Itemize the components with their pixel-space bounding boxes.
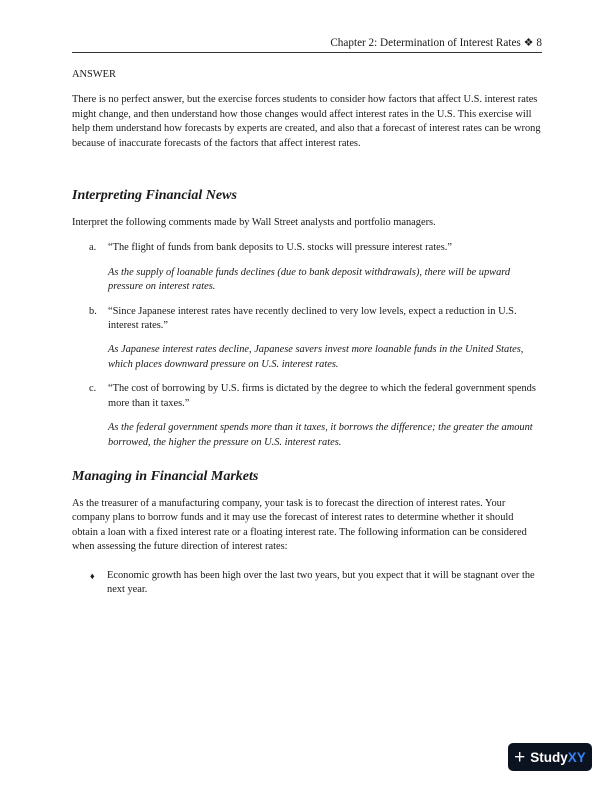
item-quote: “Since Japanese interest rates have recently declined to very low levels, expect a reduction in U.S. interest rates.”: [108, 305, 517, 332]
page-content: [72, 68, 542, 597]
item-quote: “The cost of borrowing by U.S. firms is dictated by the degree to which the federal government spends more than it taxes.”: [108, 383, 536, 409]
list-item: [72, 305, 542, 373]
bullet-text: Economic growth has been high over the last two years, but you expect that it will be stagnant over the next year.: [107, 569, 535, 595]
item-quote: “The flight of funds from bank deposits to U.S. stocks will pressure interest rates.”: [108, 242, 452, 254]
section-title-interpreting: Interpreting Financial News: [72, 188, 237, 204]
section-title-managing: Managing in Financial Markets: [72, 468, 259, 484]
item-answer: As Japanese interest rates decline, Japanese savers invest more loanable funds in the United States, which places downward pressure on U.S. interest rates.: [108, 344, 524, 370]
plus-icon: +: [514, 746, 526, 768]
item-answer: As the federal government spends more than it taxes, it borrows the difference; the greater the amount borrowed, the higher the pressure on U.S. interest rates.: [108, 422, 533, 448]
item-marker: a.: [89, 242, 97, 254]
managing-body: As the treasurer of a manufacturing company, your task is to forecast the direction of interest rates. Your company plans to borrow funds and it may use the forecast of interest rates to determine whether it should obtain a loan with a fixed interest rate or a floating interest rate. The following information can be considered when assessing the future direction of interest rates:: [72, 497, 527, 553]
item-marker: b.: [89, 305, 97, 317]
brand-main: Study: [530, 749, 568, 765]
list-item: [72, 382, 542, 450]
diamond-bullet-icon: ♦: [90, 570, 95, 581]
running-header: [72, 36, 542, 53]
studyxy-badge[interactable]: [508, 743, 592, 771]
running-head-text: Chapter 2: Determination of Interest Rates ❖ 8: [330, 37, 542, 49]
list-item: [72, 241, 542, 294]
bullet-item: [72, 569, 542, 598]
answer-label: ANSWER: [72, 69, 116, 80]
brand-accent: XY: [567, 749, 586, 765]
interpreting-intro: Interpret the following comments made by Wall Street analysts and portfolio managers.: [72, 217, 436, 229]
item-marker: c.: [89, 383, 97, 395]
answer-body: There is no perfect answer, but the exercise forces students to consider how factors that affect U.S. interest rates might change, and then understand how those changes would affect interest rates in the U.S. This exercise will help them understand how forecasts by experts are created, and also that a forecast of interest rates can be wrong because of inaccurate forecasts of the factors that affect interest rates.: [72, 94, 541, 149]
item-answer: As the supply of loanable funds declines (due to bank deposit withdrawals), there will be upward pressure on interest rates.: [108, 266, 511, 293]
